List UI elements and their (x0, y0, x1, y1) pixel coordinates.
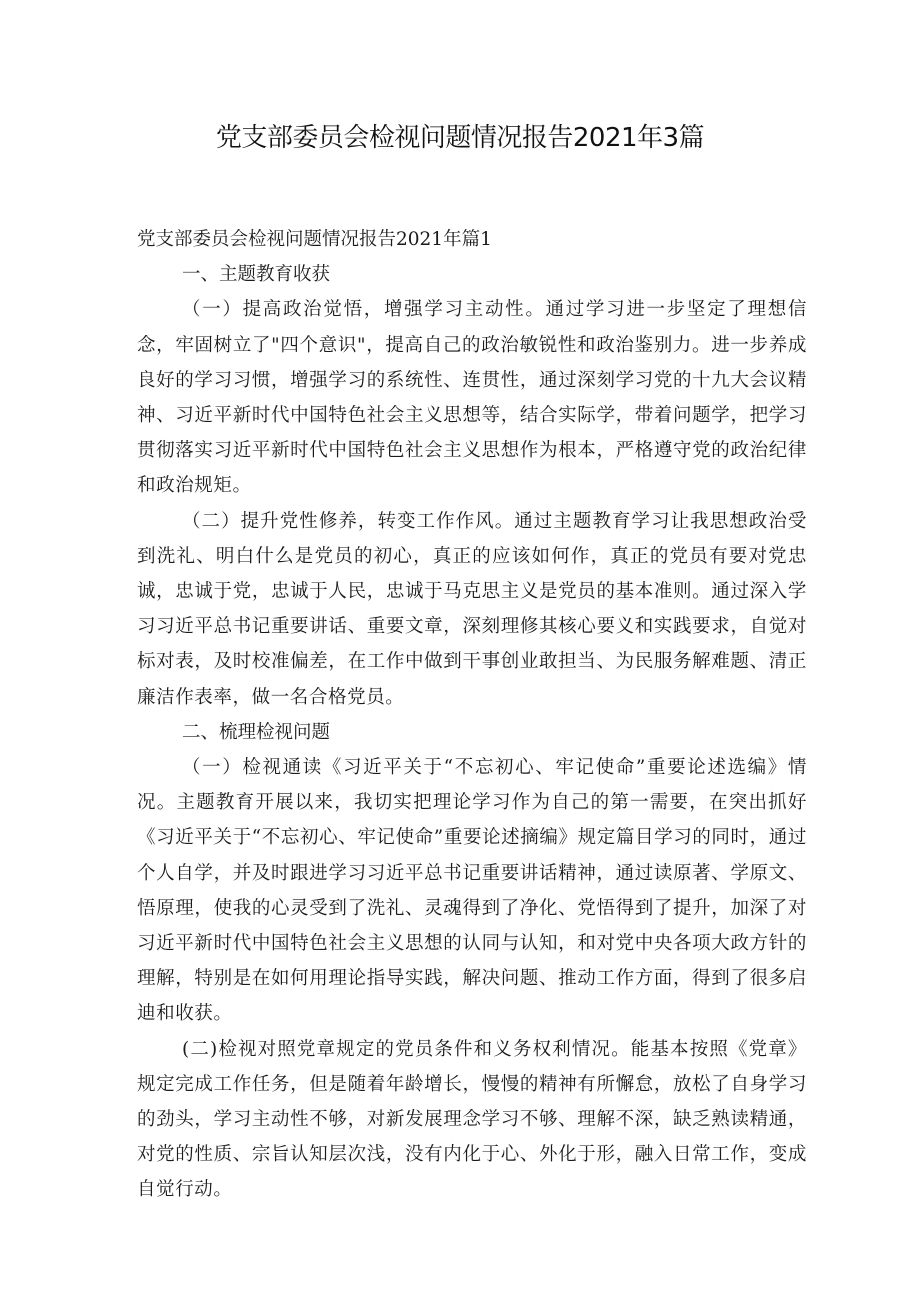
section-heading-review: 二、梳理检视问题 (182, 721, 331, 743)
document-body (137, 222, 807, 1208)
paragraph: (二)检视对照党章规定的党员条件和义务权利情况。能基本按照《党章》规定完成工作任务，但是随着年龄增长，慢慢的精神有所懈怠，放松了自身学习的劲头，学习主动性不够，对新发展理念学习不够、理解不深，缺乏熟读精通，对党的性质、宗旨认知层次浅，没有内化于心、外化于形，融入日常工作，变成自觉行动。 (137, 1038, 807, 1201)
document-subtitle: 党支部委员会检视问题情况报告2021年篇1 (137, 229, 492, 250)
section-heading-harvest: 一、主题教育收获 (182, 264, 331, 286)
paragraph: （一）检视通读《习近平关于“不忘初心、牢记使命”重要论述选编》情况。主题教育开展以来，我切实把理论学习作为自己的第一需要，在突出抓好《习近平关于“不忘初心、牢记使命”重要论述摘编》规定篇目学习的同时，通过个人自学，并及时跟进学习习近平总书记重要讲话精神，通过读原著、学原文、悟原理，使我的心灵受到了洗礼、灵魂得到了净化、党悟得到了提升，加深了对习近平新时代中国特色社会主义思想的认同与认知，和对党中央各项大政方针的理解，特别是在如何用理论指导实践，解决问题、推动工作方面，得到了很多启迪和收获。 (137, 757, 807, 1025)
paragraph: （一）提高政治觉悟，增强学习主动性。通过学习进一步坚定了理想信念，牢固树立了"四个意识"，提高自己的政治敏锐性和政治鉴别力。进一步养成良好的学习习惯，增强学习的系统性、连贯性，通过深刻学习党的十九大会议精神、习近平新时代中国特色社会主义思想等，结合实际学，带着问题学，把学习贯彻落实习近平新时代中国特色社会主义思想作为根本，严格遵守党的政治纪律和政治规矩。 (137, 299, 807, 497)
document-title: 党支部委员会检视问题情况报告2021年3篇 (215, 123, 705, 153)
paragraph: （二）提升党性修养，转变工作作风。通过主题教育学习让我思想政治受到洗礼、明白什么是党员的初心，真正的应该如何作，真正的党员有要对党忠诚，忠诚于党，忠诚于人民，忠诚于马克思主义是党员的基本准则。通过深入学习习近平总书记重要讲话、重要文章，深刻理修其核心要义和实践要求，自觉对标对表，及时校准偏差，在工作中做到干事创业敢担当、为民服务解难题、清正廉洁作表率，做一名合格党员。 (137, 510, 807, 708)
